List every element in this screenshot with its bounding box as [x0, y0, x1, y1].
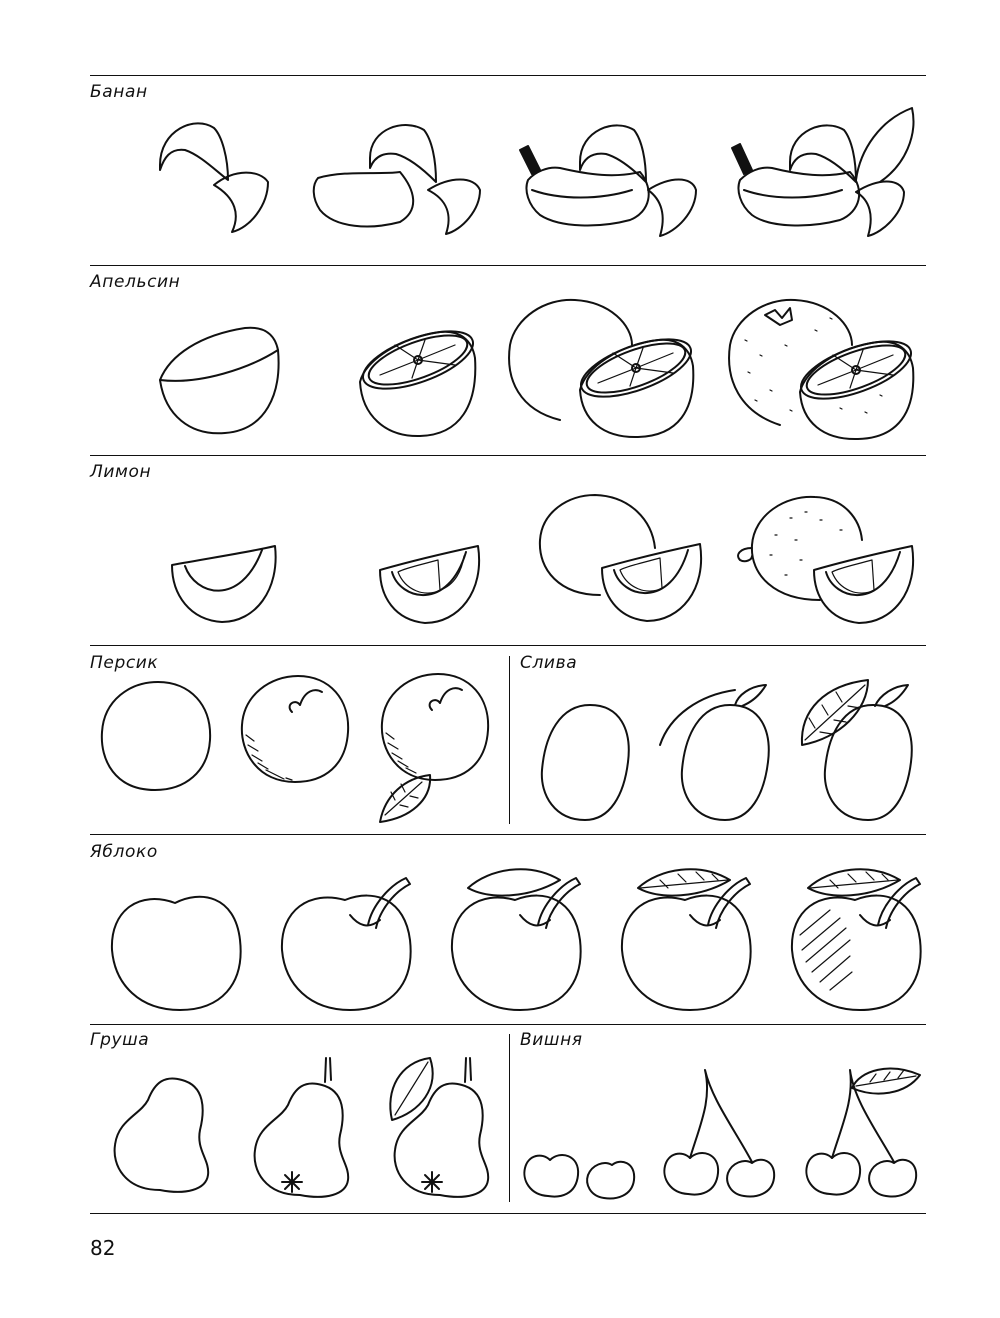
page-number: 82	[90, 1236, 116, 1260]
cherry-step-2-drawing	[664, 1070, 774, 1196]
section-label-apple: Яблоко	[90, 842, 158, 862]
section-label-plum: Слива	[520, 653, 578, 673]
section-label-orange: Апельсин	[90, 272, 181, 292]
section-label-peach: Персик	[90, 653, 159, 673]
cherry-step-1-drawing	[524, 1155, 634, 1198]
section-label-banana: Банан	[90, 82, 148, 102]
section-label-cherry: Вишня	[520, 1030, 583, 1050]
section-label-pear: Груша	[90, 1030, 150, 1050]
cherry-step-3-drawing	[806, 1069, 920, 1197]
section-label-lemon: Лимон	[90, 462, 152, 482]
